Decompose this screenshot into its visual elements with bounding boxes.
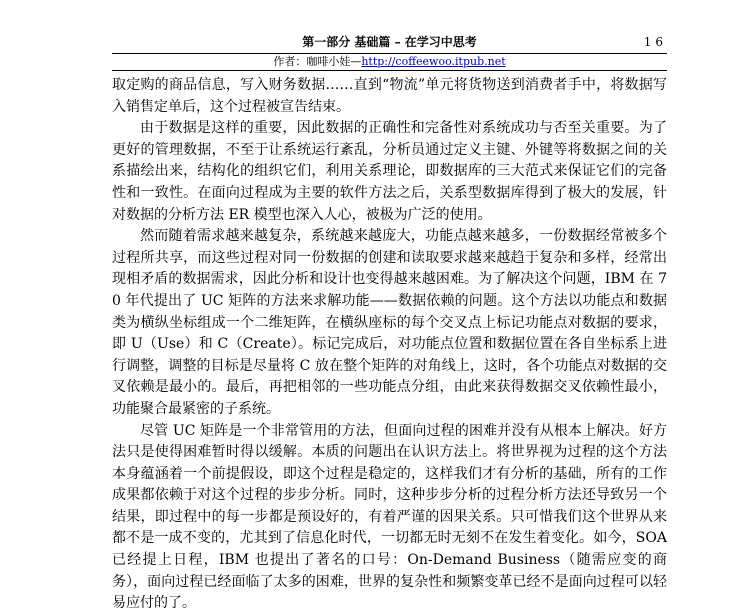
page-number: 16: [643, 35, 667, 49]
paragraph-4: 尽管 UC 矩阵是一个非常管用的方法，但面向过程的困难并没有从根本上解决。好方法只是使得困难暂时得以缓解。本质的问题出在认识方法上。将世界视为过程的这个方法本身蕴涵着一个前提假设，即这个过程是稳定的，这样我们才有分析的基础，所有的工作成果都依赖于对这个过程的步步分析。同时，这种步步分析的过程分析方法还导致另一个结果，即过程中的每一步都是预设好的，有着严谨的因果关系。只可惜我们这个世界从来都不是一成不变的，尤其到了信息化时代，一切都无时无刻不在发生着变化。如今，SOA 已经提上日程，IBM 也提出了著名的口号：On-Demand Business（随需应变的商务），面向过程已经面临了太多的困难，世界的复杂性和频繁变革已经不是面向过程可以轻易应付的了。: [112, 422, 667, 612]
author-label: 作者：咖啡小娃—: [273, 55, 362, 68]
header-title: 第一部分 基础篇 – 在学习中思考: [302, 35, 477, 49]
page-header: [112, 34, 667, 52]
header-rule-top: [112, 53, 667, 54]
document-body: [112, 75, 667, 615]
paragraph-3: 然而随着需求越来越复杂，系统越来越庞大，功能点越来越多，一份数据经常被多个过程所共享，而这些过程对同一份数据的创建和读取要求越来越趋于复杂和多样，经常出现相矛盾的数据需求，因此分析和设计也变得越来越困难。为了解决这个问题，IBM 在 70 年代提出了 UC 矩阵的方法来求解功能——数据依赖的问题。这个方法以功能点和数据类为横纵坐标组成一个二维矩阵，在横纵座标的每个交叉点上标记功能点对数据的要求，即 U（Use）和 C（Create）。标记完成后，对功能点位置和数据位置在各自坐标系上进行调整，调整的目标是尽量将 C 放在整个矩阵的对角线上，这时，各个功能点对数据的交叉依赖是最小的。最后，再把相邻的一些功能点分组，由此来获得数据交叉依赖性最小，功能聚合最紧密的子系统。: [112, 228, 667, 417]
author-link[interactable]: http://coffeewoo.itpub.net: [361, 55, 506, 68]
header-rule-bottom: [112, 70, 667, 71]
paragraph-2: 由于数据是这样的重要，因此数据的正确性和完备性对系统成功与否至关重要。为了更好的管理数据，不至于让系统运行紊乱，分析员通过定义主键、外键等将数据之间的关系描绘出来，结构化的组织它们，利用关系理论，即数据库的三大范式来保证它们的完备性和一致性。在面向过程成为主要的软件方法之后，关系型数据库得到了极大的发展，针对数据的分析方法 ER 模型也深入人心，被极为广泛的使用。: [112, 120, 667, 223]
paragraph-1: 取定购的商品信息，写入财务数据……直到“物流”单元将货物送到消费者手中，将数据写入销售定单后，这个过程被宣告结束。: [112, 77, 667, 115]
author-line: [112, 55, 667, 69]
